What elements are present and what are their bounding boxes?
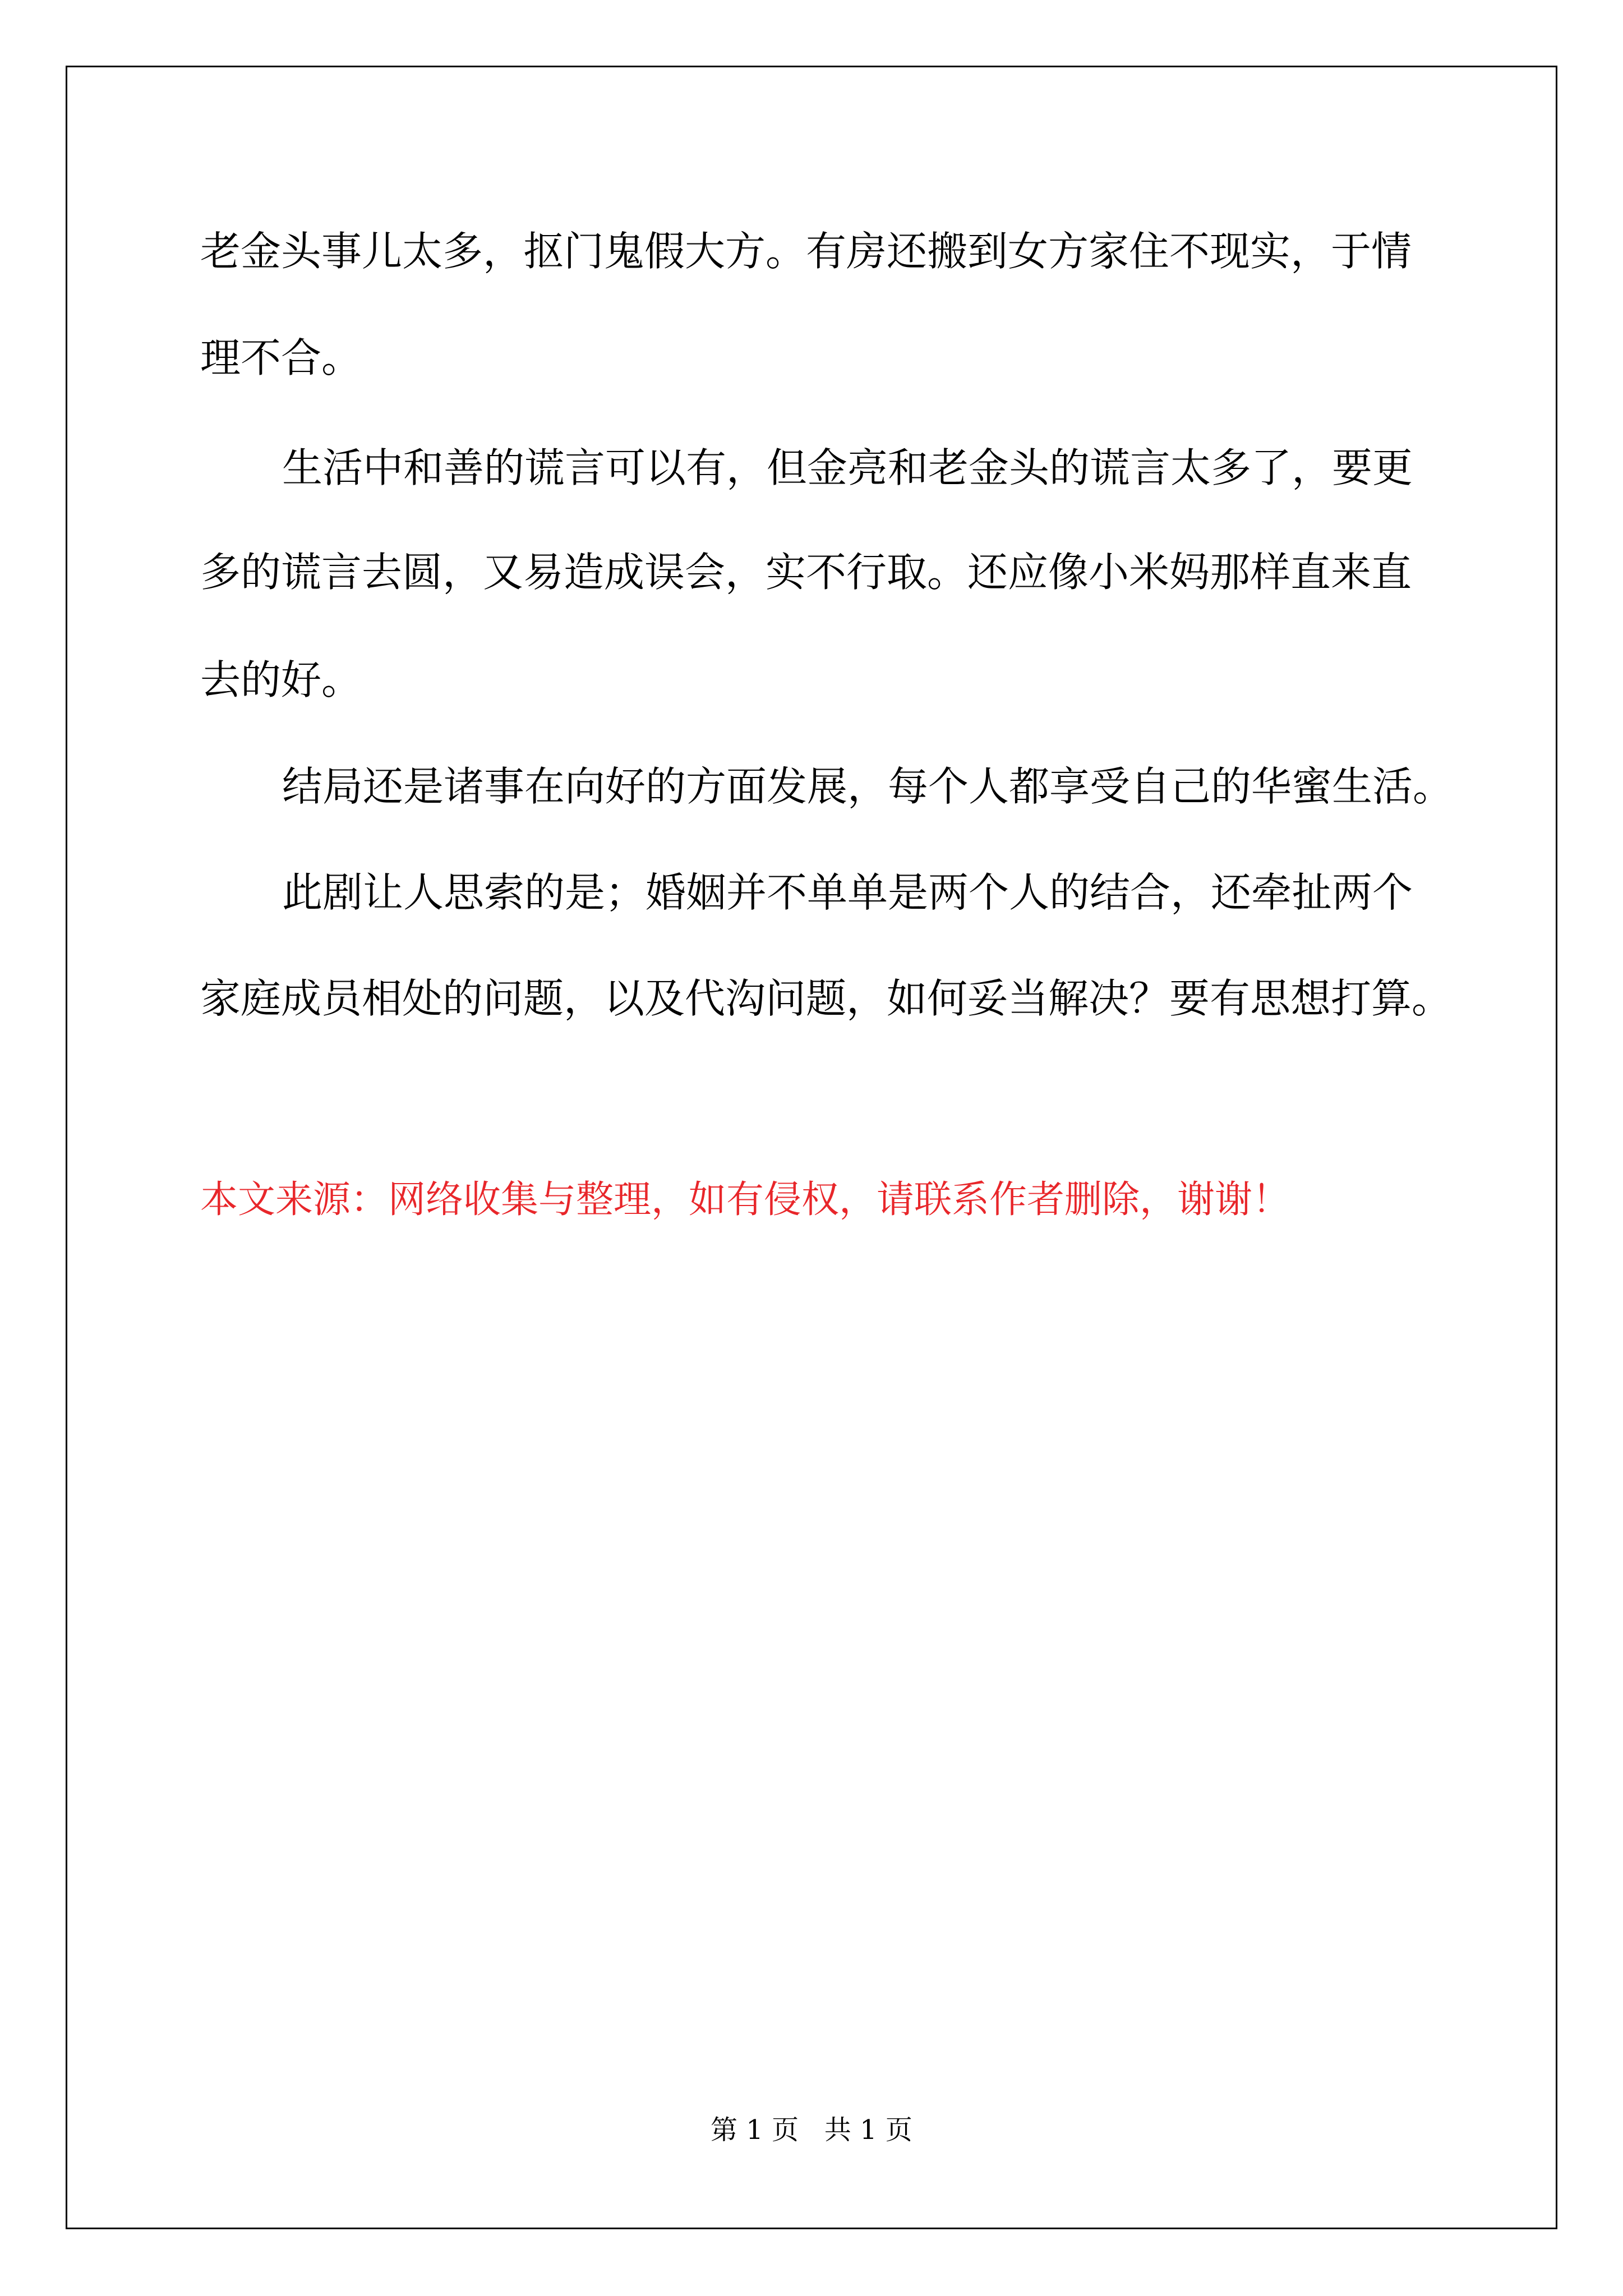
paragraph-line: 此剧让人思索的是；婚姻并不单单是两个人的结合，还牵扯两个: [282, 869, 1413, 916]
page-border: [66, 66, 1557, 2229]
paragraph-line: 结局还是诸事在向好的方面发展，每个人都享受自己的华蜜生活。: [282, 763, 1454, 810]
paragraph-line: 家庭成员相处的问题，以及代沟问题，如何妥当解决？要有思想打算。: [200, 975, 1453, 1022]
paragraph-line: 理不合。: [200, 334, 362, 381]
page-footer: 第 1 页 共 1 页: [711, 2114, 912, 2146]
paragraph-line: 老金头事儿太多，抠门鬼假大方。有房还搬到女方家住不现实，于情: [200, 228, 1412, 275]
source-note: 本文来源：网络收集与整理，如有侵权，请联系作者删除，谢谢！: [200, 1177, 1290, 1221]
paragraph-line: 多的谎言去圆，又易造成误会，实不行取。还应像小米妈那样直来直: [200, 549, 1412, 596]
paragraph-line: 去的好。: [200, 656, 362, 703]
paragraph-line: 生活中和善的谎言可以有，但金亮和老金头的谎言太多了，要更: [282, 444, 1413, 491]
